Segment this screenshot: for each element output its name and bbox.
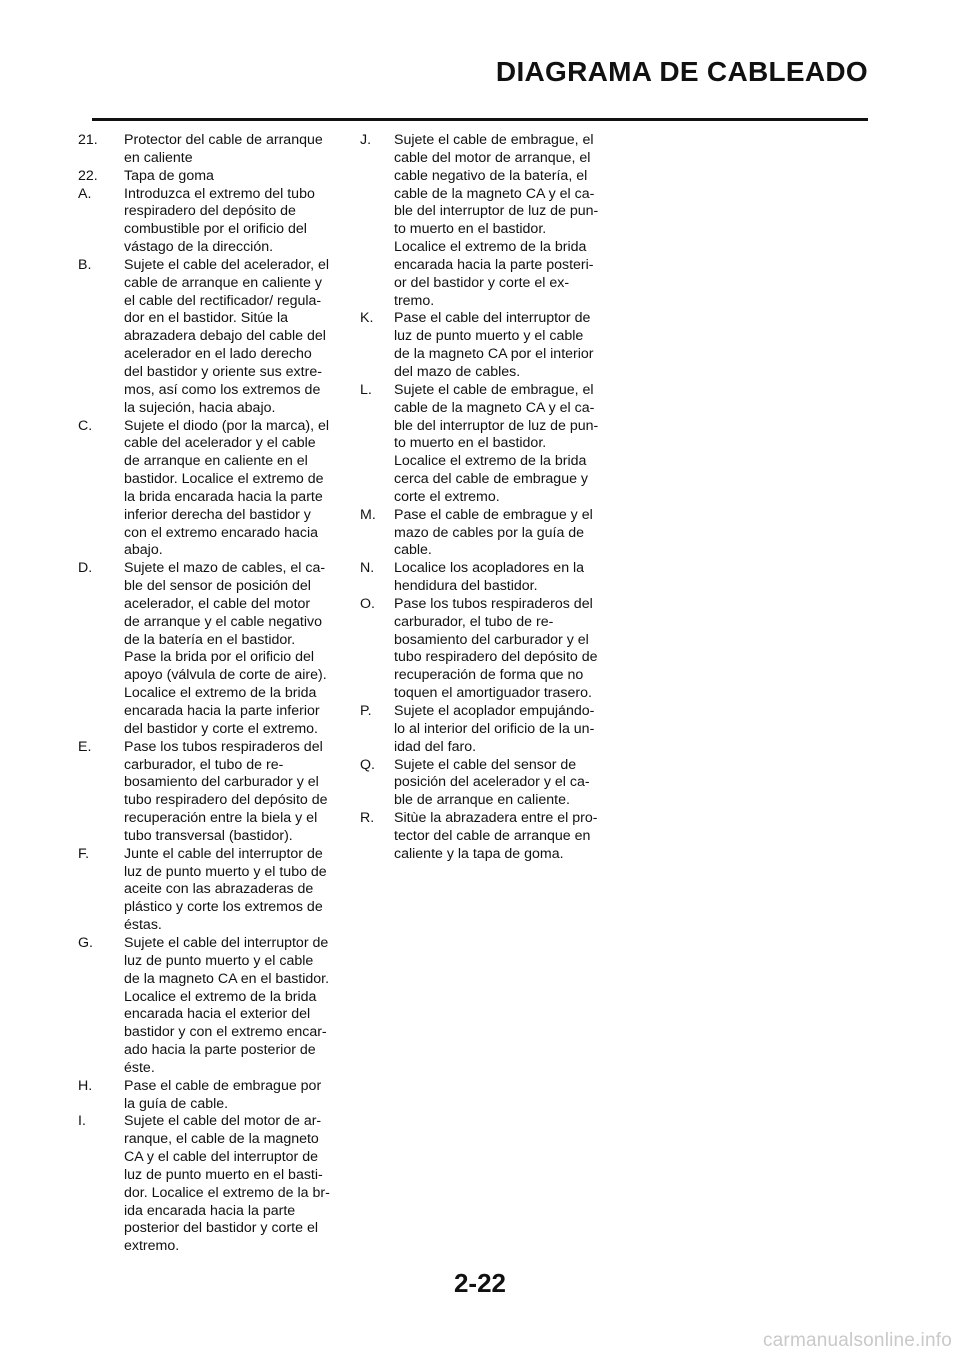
item-text: Pase el cable del interruptor de luz de punto muerto y el cable de la magneto CA por el interior del mazo de cables.	[394, 310, 594, 380]
list-item	[360, 560, 605, 596]
item-marker: D.	[78, 560, 93, 577]
list-item	[78, 186, 338, 257]
page-title: DIAGRAMA DE CABLEADO	[495, 56, 868, 87]
item-marker: R.	[360, 810, 375, 827]
list-item	[78, 257, 338, 418]
item-text: Sujete el cable del acelerador, el cable de arranque en caliente y el cable del rectificador/ regula- dor en el bastidor. Sitúe la abrazadera debajo del cable del acelerador en el lado derecho del bastidor y oriente sus extre- mos, así como los extremos de la sujeción, hacia abajo.	[124, 256, 330, 416]
item-text: Pase el cable de embrague por la guía de cable.	[124, 1077, 322, 1112]
item-text: Localice los acopladores en la hendidura del bastidor.	[394, 560, 585, 595]
list-item	[78, 132, 338, 168]
item-text: Protector del cable de arranque en caliente	[124, 132, 323, 166]
list-item	[78, 560, 338, 738]
item-marker: I.	[78, 1113, 86, 1130]
item-marker: G.	[78, 934, 93, 951]
list-item	[360, 703, 605, 757]
list-item	[78, 1078, 338, 1114]
item-text: Sujete el acoplador empujándo- lo al interior del orificio de la un- idad del faro.	[394, 703, 595, 755]
item-marker: A.	[78, 185, 92, 202]
item-text: Sitùe la abrazadera entre el pro- tector del cable de arranque en caliente y la tapa de goma.	[394, 810, 598, 862]
list-item	[78, 168, 338, 186]
item-marker: P.	[360, 703, 372, 719]
page-number: 2-22	[453, 1268, 507, 1298]
item-text: Tapa de goma	[124, 167, 214, 184]
list-item	[78, 846, 338, 935]
item-text: Sujete el diodo (por la marca), el cable del acelerador y el cable de arranque en caliente en el bastidor. Localice el extremo de la brida encarada hacia la parte inferior derecha del bastidor y con el extremo encarado hacia abajo.	[124, 417, 330, 559]
item-marker: 22.	[78, 167, 98, 184]
list-item	[78, 418, 338, 561]
list-item	[360, 132, 605, 310]
item-text: Pase el cable de embrague y el mazo de cables por la guía de cable.	[394, 506, 593, 559]
list-item	[78, 739, 338, 846]
list-item	[78, 935, 338, 1078]
item-text: Sujete el cable de embrague, el cable del motor de arranque, el cable negativo de la batería, el cable de la magneto CA y el ca- ble del interruptor de luz de pun- to muerto en el bastidor. Localice el extremo de la brida encarada hacia la parte posteri- or del bastidor y corte el ex- tremo.	[394, 132, 599, 309]
item-text: Sujete el mazo de cables, el ca- ble del sensor de posición del acelerador, el cable del motor de arranque y el cable negativo de la batería en el bastidor. Pase la brida por el orificio del apoyo (válvula de corte de aire). Localice el extremo de la brida encarada hacia la parte inferior del bastidor y corte el extremo.	[124, 560, 327, 737]
item-marker: 21.	[78, 132, 98, 148]
item-text: Sujete el cable de embrague, el cable de la magneto CA y el ca- ble del interruptor de luz de pun- to muerto en el bastidor. Localice el extremo de la brida cerca del cable de embrague y corte el extremo.	[394, 381, 599, 505]
item-marker: F.	[78, 845, 90, 862]
list-item	[360, 382, 605, 507]
left-column	[78, 132, 338, 1256]
list-item	[360, 507, 605, 561]
list-item	[360, 310, 605, 381]
item-marker: H.	[78, 1077, 93, 1094]
item-marker: E.	[78, 738, 92, 755]
item-text: Pase los tubos respiraderos del carburador, el tubo de re- bosamiento del carburador y el tubo respiradero del depósito de recuperación entre la biela y el tubo transversal (bastidor).	[124, 738, 328, 844]
item-text: Sujete el cable del motor de ar- ranque, el cable de la magneto CA y el cable del interruptor de luz de punto muerto en el basti- dor. Localice el extremo de la br- ida encarada hacia la parte posterior del bastidor y corte el extremo.	[124, 1113, 330, 1255]
list-item	[78, 1113, 338, 1256]
item-marker: M.	[360, 506, 376, 523]
item-marker: B.	[78, 256, 92, 273]
item-marker: O.	[360, 595, 375, 612]
watermark-logo: carmanualsonline.info	[762, 1330, 952, 1351]
item-text: Sujete el cable del interruptor de luz de punto muerto y el cable de la magneto CA en el bastidor. Localice el extremo de la brida encarada hacia el exterior del bastidor y con el extremo encar- ado hacia la parte posterior de éste.	[124, 934, 330, 1076]
item-marker: C.	[78, 417, 93, 434]
list-item	[360, 757, 605, 811]
item-marker: N.	[360, 560, 375, 577]
title-rule	[92, 118, 868, 121]
item-text: Junte el cable del interruptor de luz de punto muerto y el tubo de aceite con las abrazaderas de plástico y corte los extremos de éstas.	[124, 845, 327, 934]
list-item	[360, 810, 605, 864]
item-marker: K.	[360, 310, 374, 327]
item-marker: J.	[360, 132, 372, 148]
item-text: Pase los tubos respiraderos del carburador, el tubo de re- bosamiento del carburador y el tubo respiradero del depósito de recuperación de forma que no toquen el amortiguador trasero.	[394, 595, 598, 702]
list-item	[360, 596, 605, 703]
item-text: Sujete el cable del sensor de posición del acelerador y el ca- ble de arranque en caliente.	[394, 756, 590, 809]
right-column	[360, 132, 605, 864]
item-text: Introduzca el extremo del tubo respiradero del depósito de combustible por el orificio del vástago de la dirección.	[124, 185, 315, 256]
item-marker: L.	[360, 381, 372, 398]
item-marker: Q.	[360, 756, 375, 773]
